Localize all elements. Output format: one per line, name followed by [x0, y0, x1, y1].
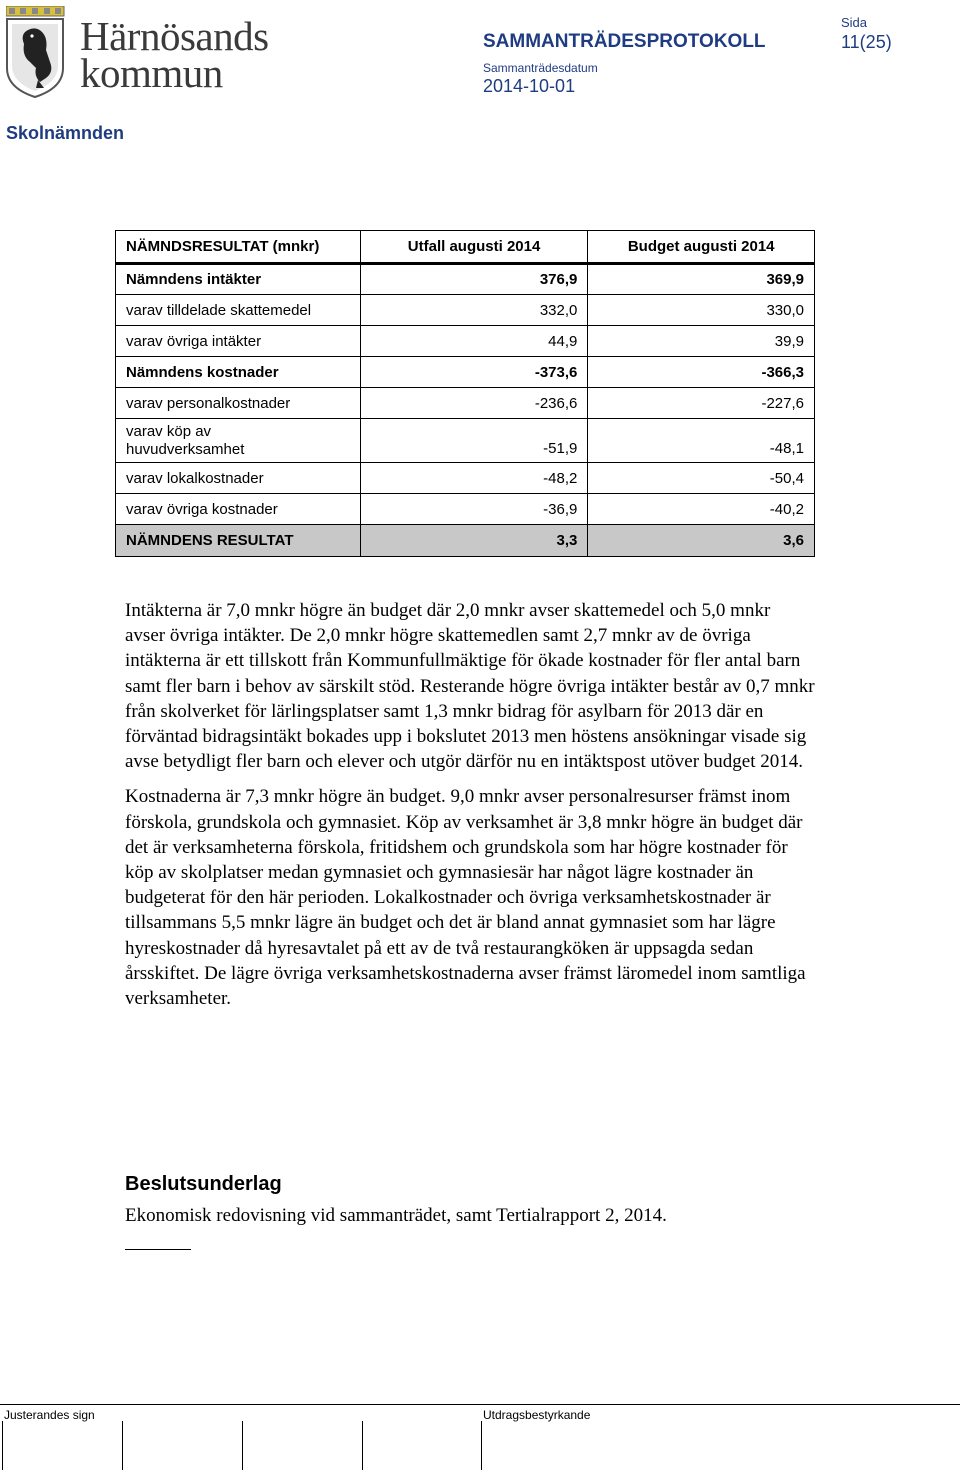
outcome-cell: -51,9 [360, 419, 588, 463]
results-table [115, 230, 815, 557]
budget-cell: 3,6 [588, 525, 815, 557]
document-title: SAMMANTRÄDESPROTOKOLL [483, 31, 766, 52]
table-row [116, 295, 815, 326]
table-row [116, 388, 815, 419]
coat-of-arms-icon [6, 6, 66, 98]
row-label: varav övriga intäkter [116, 326, 361, 357]
outcome-cell: -373,6 [360, 357, 588, 388]
row-label: Nämndens intäkter [116, 264, 361, 295]
row-label: Nämndens kostnader [116, 357, 361, 388]
row-label: varav personalkostnader [116, 388, 361, 419]
row-label: NÄMNDENS RESULTAT [116, 525, 361, 557]
row-label: varav tilldelade skattemedel [116, 295, 361, 326]
signature-box-divider [362, 1421, 363, 1470]
logo-line-1: Härnösands [80, 13, 269, 59]
signature-box-divider [242, 1421, 243, 1470]
row-label: varav övriga kostnader [116, 494, 361, 525]
table-row [116, 463, 815, 494]
signature-box-divider [2, 1421, 3, 1470]
header-cell: Utfall augusti 2014 [360, 231, 588, 264]
budget-cell: -366,3 [588, 357, 815, 388]
table-row [116, 494, 815, 525]
outcome-cell: 44,9 [360, 326, 588, 357]
paragraph-costs: Kostnaderna är 7,3 mnkr högre än budget. 9,0 mnkr avser personalresurser främst inom förskola, grundskola och gymnasiet. Köp av verksamhet är 3,8 mnkr högre än budget där det är verksamheterna förskola, fritidshem och grundskola som har högre kostnader för köp av skolplatser medan gymnasiet och gymnasiesär har något lägre kostnader än budgeterat för den här perioden. Lokalkostnader och övriga verksamhetskostnader är tillsammans 5,5 mnkr lägre än budget och det är bland annat gymnasiet som har lägre hyreskostnader då hyresavtalet på ett av de två restaurangköken är uppsagda sedan årsskiftet. De lägre övriga verksamhetskostnaderna avser främst läromedel inom samtliga verksamheter. [125, 786, 806, 1010]
paragraph-revenue: Intäkterna är 7,0 mnkr högre än budget där 2,0 mnkr avser skattemedel och 5,0 mnkr avser övriga intäkter. De 2,0 mnkr högre skattemedlen samt 2,7 mnkr av de övriga intäkterna är ett tillskott från Kommunfullmäktige för ökade kostnader för fler antal barn samt fler barn i behov av särskilt stöd. Resterande högre övriga intäkter består av 0,7 mnkr från skolverket för lärlingsplatser samt 1,3 mnkr bidrag för asylbarn för 2013 där en förväntad bidragsintäkt bokades upp i bokslutet 2013 men höstens ansökningar visade sig avse betydligt fler barn och elever och utgör därför nu en intäktspost utöver budget 2014. [125, 600, 815, 773]
logo-line-2: kommun [80, 50, 223, 96]
page-label: Sida [841, 15, 868, 30]
footer-divider [0, 1404, 960, 1405]
outcome-cell: -36,9 [360, 494, 588, 525]
budget-cell: -40,2 [588, 494, 815, 525]
signature-box-divider [481, 1421, 482, 1470]
budget-cell: -227,6 [588, 388, 815, 419]
signature-box-divider [122, 1421, 123, 1470]
short-divider [125, 1249, 191, 1250]
outcome-cell: -48,2 [360, 463, 588, 494]
row-label-line: varav köp av [126, 422, 212, 440]
budget-cell: 39,9 [588, 326, 815, 357]
table-total-row [116, 525, 815, 557]
signature-label: Justerandes sign [4, 1408, 95, 1422]
row-label [116, 419, 361, 463]
meeting-date-label: Sammanträdesdatum [483, 61, 598, 75]
table-row [116, 357, 815, 388]
budget-cell: 369,9 [588, 264, 815, 295]
budget-cell: 330,0 [588, 295, 815, 326]
outcome-cell: -236,6 [360, 388, 588, 419]
report-body [125, 598, 815, 1021]
decision-basis-text: Ekonomisk redovisning vid sammanträdet, samt Tertialrapport 2, 2014. [125, 1205, 667, 1226]
budget-cell: -50,4 [588, 463, 815, 494]
outcome-cell: 3,3 [360, 525, 588, 557]
row-label: varav lokalkostnader [116, 463, 361, 494]
page-number: 11(25) [841, 32, 892, 52]
certification-label: Utdragsbestyrkande [483, 1408, 591, 1422]
outcome-cell: 332,0 [360, 295, 588, 326]
budget-cell: -48,1 [588, 419, 815, 463]
table-row [116, 326, 815, 357]
outcome-cell: 376,9 [360, 264, 588, 295]
table-row [116, 264, 815, 295]
department-name: Skolnämnden [6, 123, 125, 143]
header-cell: NÄMNDSRESULTAT (mnkr) [116, 231, 361, 264]
decision-basis-heading: Beslutsunderlag [125, 1173, 282, 1195]
row-label-line: huvudverksamhet [126, 440, 245, 458]
municipality-logo-text [80, 13, 269, 96]
meeting-date-value: 2014-10-01 [483, 76, 576, 96]
table-row [116, 419, 815, 463]
table-header-row [116, 231, 815, 264]
header-cell: Budget augusti 2014 [588, 231, 815, 264]
